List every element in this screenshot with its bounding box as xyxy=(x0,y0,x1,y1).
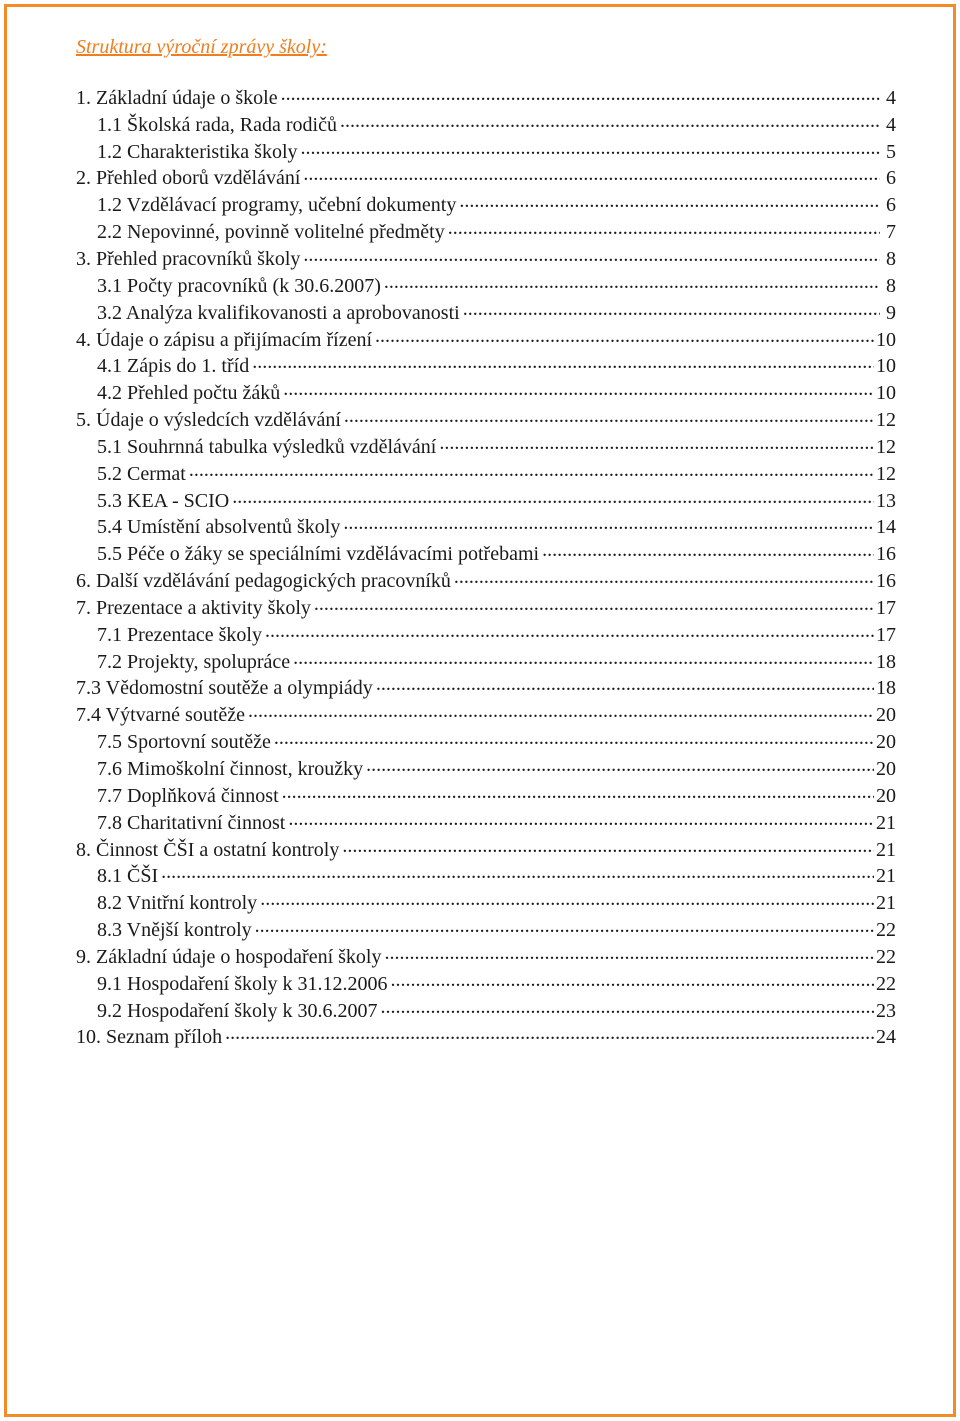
toc-page-number: 9 xyxy=(886,301,896,324)
toc-entry-line xyxy=(97,621,896,648)
toc-entry-line xyxy=(97,728,896,755)
toc-page-number: 21 xyxy=(876,865,896,888)
toc-page-number: 7 xyxy=(886,221,896,244)
toc-entry-line xyxy=(76,406,896,433)
toc-entry-label: 7. Prezentace a aktivity školy xyxy=(76,596,311,619)
toc-entry-label: 5.4 Umístění absolventů školy xyxy=(97,516,341,539)
toc-entry[interactable] xyxy=(0,809,960,836)
toc-entry[interactable] xyxy=(0,540,960,567)
toc-entry-label: 7.8 Charitativní činnost xyxy=(97,811,286,834)
toc-entry-line xyxy=(97,782,896,809)
toc-page-number: 20 xyxy=(876,758,896,781)
toc-entry-label: 5.3 KEA - SCIO xyxy=(97,489,230,512)
toc-page-number: 8 xyxy=(886,247,896,270)
toc-entry[interactable] xyxy=(0,621,960,648)
toc-leader-dots xyxy=(340,111,880,131)
toc-entry-line xyxy=(97,299,896,326)
toc-entry-label: 1.2 Charakteristika školy xyxy=(97,140,298,163)
toc-leader-dots xyxy=(366,755,874,775)
toc-page-number: 10 xyxy=(876,382,896,405)
toc-entry-label: 5.5 Péče o žáky se speciálními vzdělávacími potřebami xyxy=(97,543,540,566)
toc-entry[interactable] xyxy=(0,460,960,487)
toc-leader-dots xyxy=(260,889,874,909)
toc-entry[interactable] xyxy=(0,648,960,675)
toc-entry-label: 4.1 Zápis do 1. tříd xyxy=(97,355,250,378)
toc-entry[interactable] xyxy=(0,165,960,192)
toc-leader-dots xyxy=(301,138,880,158)
toc-entry[interactable] xyxy=(0,567,960,594)
toc-entry[interactable] xyxy=(0,728,960,755)
toc-page-number: 6 xyxy=(886,194,896,217)
toc-entry[interactable] xyxy=(0,701,960,728)
toc-entry[interactable] xyxy=(0,406,960,433)
toc-entry-line xyxy=(97,648,896,675)
toc-entry-label: 7.4 Výtvarné soutěže xyxy=(76,704,246,727)
toc-entry-label: 6. Další vzdělávání pedagogických pracovníků xyxy=(76,570,451,593)
toc-entry-label: 3.1 Počty pracovníků (k 30.6.2007) xyxy=(97,274,381,297)
toc-leader-dots xyxy=(542,540,874,560)
toc-leader-dots xyxy=(248,701,874,721)
toc-entry-label: 3.2 Analýza kvalifikovanosti a aprobovanosti xyxy=(97,301,460,324)
toc-entry-label: 8.3 Vnější kontroly xyxy=(97,919,252,942)
toc-entry-label: 9.1 Hospodaření školy k 31.12.2006 xyxy=(97,972,388,995)
toc-page-number: 22 xyxy=(876,972,896,995)
toc-entry-line xyxy=(76,943,896,970)
toc-entry-line xyxy=(76,674,896,701)
toc-entry-label: 2. Přehled oborů vzdělávání xyxy=(76,167,301,190)
toc-entry[interactable] xyxy=(0,675,960,702)
toc-entry[interactable] xyxy=(0,272,960,299)
toc-entry-line xyxy=(97,191,896,218)
toc-leader-dots xyxy=(463,299,880,319)
toc-entry-label: 5.2 Cermat xyxy=(97,462,186,485)
toc-entry-label: 5. Údaje o výsledcích vzdělávání xyxy=(76,409,341,432)
toc-entry-line xyxy=(97,862,896,889)
toc-leader-dots xyxy=(288,809,874,829)
toc-page-number: 20 xyxy=(876,704,896,727)
toc-leader-dots xyxy=(225,1023,874,1043)
toc-page-number: 20 xyxy=(876,784,896,807)
toc-entry-label: 1. Základní údaje o škole xyxy=(76,86,278,109)
toc-leader-dots xyxy=(459,191,880,211)
toc-leader-dots xyxy=(252,352,874,372)
toc-page-number: 13 xyxy=(876,489,896,512)
toc-entry-line xyxy=(97,460,896,487)
toc-entry-label: 7.6 Mimoškolní činnost, kroužky xyxy=(97,758,364,781)
toc-entry-line xyxy=(76,701,896,728)
toc-entry-label: 8. Činnost ČŠI a ostatní kontroly xyxy=(76,838,340,861)
toc-entry-label: 4. Údaje o zápisu a přijímacím řízení xyxy=(76,328,373,351)
toc-leader-dots xyxy=(391,970,874,990)
toc-page-number: 12 xyxy=(876,435,896,458)
toc-entry-line xyxy=(97,997,896,1024)
toc-page-number: 21 xyxy=(876,838,896,861)
toc-entry-line xyxy=(97,218,896,245)
toc-entry[interactable] xyxy=(0,782,960,809)
toc-entry[interactable] xyxy=(0,379,960,406)
toc-page-number: 17 xyxy=(876,596,896,619)
toc-entry[interactable] xyxy=(0,218,960,245)
toc-entry-line xyxy=(97,755,896,782)
toc-entry-label: 8.1 ČŠI xyxy=(97,865,159,888)
toc-entry-line xyxy=(97,352,896,379)
toc-leader-dots xyxy=(376,674,874,694)
toc-entry-line xyxy=(97,379,896,406)
toc-entry[interactable] xyxy=(0,326,960,353)
toc-page-number: 10 xyxy=(876,355,896,378)
toc-leader-dots xyxy=(232,487,874,507)
toc-entry[interactable] xyxy=(0,862,960,889)
toc-entry-line xyxy=(97,138,896,165)
toc-leader-dots xyxy=(384,272,880,292)
toc-page-number: 22 xyxy=(876,945,896,968)
toc-leader-dots xyxy=(303,164,880,184)
toc-entry[interactable] xyxy=(0,245,960,272)
toc-entry-line xyxy=(76,84,896,111)
toc-leader-dots xyxy=(265,621,874,641)
toc-entry-line xyxy=(97,272,896,299)
toc-entry[interactable] xyxy=(0,836,960,863)
toc-entry[interactable] xyxy=(0,487,960,514)
toc-entry[interactable] xyxy=(0,84,960,111)
toc-entry-line xyxy=(76,567,896,594)
toc-entry-line xyxy=(97,540,896,567)
toc-entry-label: 4.2 Přehled počtu žáků xyxy=(97,382,281,405)
toc-entry-line xyxy=(76,326,896,353)
toc-entry-label: 9.2 Hospodaření školy k 30.6.2007 xyxy=(97,999,378,1022)
toc-leader-dots xyxy=(314,594,874,614)
toc-page-number: 16 xyxy=(876,543,896,566)
toc-leader-dots xyxy=(161,862,874,882)
toc-page-number: 18 xyxy=(876,650,896,673)
toc-entry-line xyxy=(97,487,896,514)
toc-page-number: 6 xyxy=(886,167,896,190)
toc-entry-label: 7.2 Projekty, spolupráce xyxy=(97,650,291,673)
toc-leader-dots xyxy=(342,836,874,856)
toc-leader-dots xyxy=(448,218,880,238)
toc-entry-line xyxy=(76,164,896,191)
toc-entry-label: 5.1 Souhrnná tabulka výsledků vzdělávání xyxy=(97,435,437,458)
toc-leader-dots xyxy=(344,406,874,426)
toc-leader-dots xyxy=(283,379,874,399)
toc-page-number: 21 xyxy=(876,892,896,915)
toc-entry-label: 1.2 Vzdělávací programy, učební dokumenty xyxy=(97,194,457,217)
toc-entry-label: 7.5 Sportovní soutěže xyxy=(97,731,271,754)
toc-entry[interactable] xyxy=(0,111,960,138)
toc-leader-dots xyxy=(282,782,874,802)
toc-leader-dots xyxy=(255,916,874,936)
toc-entry[interactable] xyxy=(0,594,960,621)
toc-entry[interactable] xyxy=(0,352,960,379)
toc-entry-label: 3. Přehled pracovníků školy xyxy=(76,247,301,270)
toc-page-number: 20 xyxy=(876,731,896,754)
toc-page-number: 5 xyxy=(886,140,896,163)
toc-leader-dots xyxy=(303,245,880,265)
toc-entry[interactable] xyxy=(0,889,960,916)
toc-page-number: 4 xyxy=(886,113,896,136)
toc-entry-line xyxy=(97,889,896,916)
toc-page-number: 22 xyxy=(876,919,896,942)
toc-entry-label: 7.1 Prezentace školy xyxy=(97,623,262,646)
toc-page-number: 17 xyxy=(876,623,896,646)
toc-entry-line xyxy=(97,809,896,836)
toc-entry-line xyxy=(76,594,896,621)
toc-leader-dots xyxy=(381,997,874,1017)
toc-page-number: 21 xyxy=(876,811,896,834)
toc-entry[interactable] xyxy=(0,514,960,541)
toc-entry[interactable] xyxy=(0,191,960,218)
toc-entry[interactable] xyxy=(0,997,960,1024)
toc-entry-label: 9. Základní údaje o hospodaření školy xyxy=(76,945,382,968)
toc-entry-line xyxy=(97,111,896,138)
toc-entry-line xyxy=(76,1023,896,1050)
toc-entry-line xyxy=(76,836,896,863)
toc-entry-line xyxy=(97,513,896,540)
toc-entry-line xyxy=(97,916,896,943)
toc-leader-dots xyxy=(189,460,874,480)
toc-page-number: 14 xyxy=(876,516,896,539)
toc-entry[interactable] xyxy=(0,755,960,782)
toc-leader-dots xyxy=(293,648,874,668)
toc-leader-dots xyxy=(274,728,874,748)
table-of-contents xyxy=(0,84,960,1050)
toc-leader-dots xyxy=(439,433,874,453)
toc-page-number: 8 xyxy=(886,274,896,297)
toc-entry-label: 1.1 Školská rada, Rada rodičů xyxy=(97,113,337,136)
toc-leader-dots xyxy=(343,513,874,533)
toc-entry-line xyxy=(97,433,896,460)
toc-page-number: 18 xyxy=(876,677,896,700)
toc-entry[interactable] xyxy=(0,970,960,997)
toc-entry[interactable] xyxy=(0,138,960,165)
toc-page-number: 12 xyxy=(876,462,896,485)
toc-leader-dots xyxy=(454,567,874,587)
toc-entry[interactable] xyxy=(0,1024,960,1051)
page-title: Struktura výroční zprávy školy: xyxy=(76,36,327,58)
toc-entry[interactable] xyxy=(0,433,960,460)
toc-page-number: 16 xyxy=(876,570,896,593)
toc-leader-dots xyxy=(375,326,874,346)
toc-page-number: 10 xyxy=(876,328,896,351)
toc-page-number: 12 xyxy=(876,409,896,432)
toc-entry[interactable] xyxy=(0,916,960,943)
toc-entry-label: 8.2 Vnitřní kontroly xyxy=(97,892,258,915)
toc-entry-line xyxy=(76,245,896,272)
toc-page-number: 4 xyxy=(886,86,896,109)
toc-leader-dots xyxy=(385,943,875,963)
toc-page-number: 24 xyxy=(876,1026,896,1049)
toc-entry[interactable] xyxy=(0,299,960,326)
toc-entry-label: 2.2 Nepovinné, povinně volitelné předměty xyxy=(97,221,445,244)
toc-page-number: 23 xyxy=(876,999,896,1022)
toc-entry-label: 7.7 Doplňková činnost xyxy=(97,784,279,807)
toc-entry-line xyxy=(97,970,896,997)
toc-entry[interactable] xyxy=(0,943,960,970)
toc-entry-label: 7.3 Vědomostní soutěže a olympiády xyxy=(76,677,373,700)
toc-leader-dots xyxy=(281,84,880,104)
toc-entry-label: 10. Seznam příloh xyxy=(76,1026,223,1049)
